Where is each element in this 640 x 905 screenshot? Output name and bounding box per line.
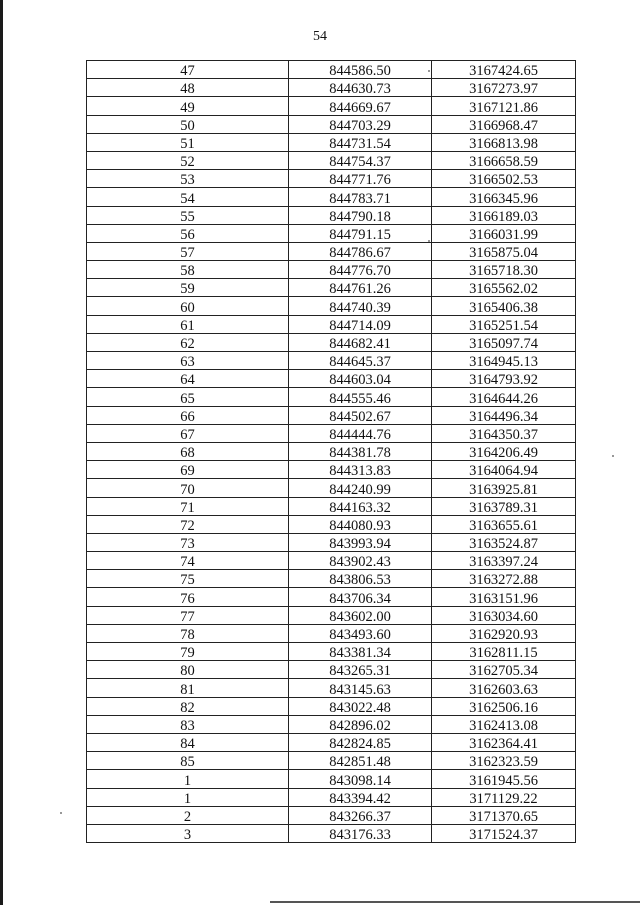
x-coordinate-cell: 843706.34 bbox=[289, 588, 432, 606]
point-number-cell: 55 bbox=[87, 206, 289, 224]
point-number-cell: 79 bbox=[87, 643, 289, 661]
x-coordinate-cell: 844603.04 bbox=[289, 370, 432, 388]
y-coordinate-cell: 3162413.08 bbox=[432, 715, 576, 733]
y-coordinate-cell: 3171524.37 bbox=[432, 824, 576, 842]
point-number-cell: 2 bbox=[87, 806, 289, 824]
point-number-cell: 80 bbox=[87, 661, 289, 679]
x-coordinate-cell: 844790.18 bbox=[289, 206, 432, 224]
table-row bbox=[87, 461, 576, 479]
y-coordinate-cell: 3166345.96 bbox=[432, 188, 576, 206]
table-row bbox=[87, 624, 576, 642]
table-row bbox=[87, 752, 576, 770]
table-row bbox=[87, 715, 576, 733]
point-number-cell: 63 bbox=[87, 352, 289, 370]
table-row bbox=[87, 606, 576, 624]
point-number-cell: 70 bbox=[87, 479, 289, 497]
table-row bbox=[87, 679, 576, 697]
y-coordinate-cell: 3166968.47 bbox=[432, 115, 576, 133]
x-coordinate-cell: 844771.76 bbox=[289, 170, 432, 188]
x-coordinate-cell: 844682.41 bbox=[289, 333, 432, 351]
table-row bbox=[87, 406, 576, 424]
y-coordinate-cell: 3163524.87 bbox=[432, 533, 576, 551]
x-coordinate-cell: 844669.67 bbox=[289, 97, 432, 115]
point-number-cell: 48 bbox=[87, 79, 289, 97]
y-coordinate-cell: 3165406.38 bbox=[432, 297, 576, 315]
y-coordinate-cell: 3163034.60 bbox=[432, 606, 576, 624]
y-coordinate-cell: 3165718.30 bbox=[432, 261, 576, 279]
point-number-cell: 50 bbox=[87, 115, 289, 133]
table-row bbox=[87, 151, 576, 169]
point-number-cell: 58 bbox=[87, 261, 289, 279]
y-coordinate-cell: 3164945.13 bbox=[432, 352, 576, 370]
point-number-cell: 82 bbox=[87, 697, 289, 715]
point-number-cell: 81 bbox=[87, 679, 289, 697]
y-coordinate-cell: 3171370.65 bbox=[432, 806, 576, 824]
x-coordinate-cell: 843176.33 bbox=[289, 824, 432, 842]
y-coordinate-cell: 3171129.22 bbox=[432, 788, 576, 806]
table-row bbox=[87, 497, 576, 515]
y-coordinate-cell: 3167273.97 bbox=[432, 79, 576, 97]
y-coordinate-cell: 3167121.86 bbox=[432, 97, 576, 115]
y-coordinate-cell: 3162506.16 bbox=[432, 697, 576, 715]
x-coordinate-cell: 842851.48 bbox=[289, 752, 432, 770]
y-coordinate-cell: 3162323.59 bbox=[432, 752, 576, 770]
table-row bbox=[87, 697, 576, 715]
point-number-cell: 71 bbox=[87, 497, 289, 515]
y-coordinate-cell: 3162920.93 bbox=[432, 624, 576, 642]
table-row bbox=[87, 242, 576, 260]
table-row bbox=[87, 370, 576, 388]
table-row bbox=[87, 115, 576, 133]
x-coordinate-cell: 844313.83 bbox=[289, 461, 432, 479]
table-row bbox=[87, 206, 576, 224]
point-number-cell: 53 bbox=[87, 170, 289, 188]
point-number-cell: 67 bbox=[87, 424, 289, 442]
y-coordinate-cell: 3163655.61 bbox=[432, 515, 576, 533]
y-coordinate-cell: 3165251.54 bbox=[432, 315, 576, 333]
table-row bbox=[87, 770, 576, 788]
point-number-cell: 54 bbox=[87, 188, 289, 206]
coordinates-table-body bbox=[87, 61, 576, 843]
y-coordinate-cell: 3166189.03 bbox=[432, 206, 576, 224]
y-coordinate-cell: 3166031.99 bbox=[432, 224, 576, 242]
y-coordinate-cell: 3161945.56 bbox=[432, 770, 576, 788]
point-number-cell: 1 bbox=[87, 770, 289, 788]
x-coordinate-cell: 843394.42 bbox=[289, 788, 432, 806]
x-coordinate-cell: 843806.53 bbox=[289, 570, 432, 588]
point-number-cell: 75 bbox=[87, 570, 289, 588]
y-coordinate-cell: 3166813.98 bbox=[432, 133, 576, 151]
scan-edge-left bbox=[0, 0, 3, 905]
table-row bbox=[87, 424, 576, 442]
x-coordinate-cell: 842896.02 bbox=[289, 715, 432, 733]
point-number-cell: 68 bbox=[87, 442, 289, 460]
x-coordinate-cell: 844163.32 bbox=[289, 497, 432, 515]
table-row bbox=[87, 97, 576, 115]
y-coordinate-cell: 3164350.37 bbox=[432, 424, 576, 442]
x-coordinate-cell: 844754.37 bbox=[289, 151, 432, 169]
table-row bbox=[87, 552, 576, 570]
x-coordinate-cell: 843098.14 bbox=[289, 770, 432, 788]
y-coordinate-cell: 3163151.96 bbox=[432, 588, 576, 606]
point-number-cell: 85 bbox=[87, 752, 289, 770]
point-number-cell: 72 bbox=[87, 515, 289, 533]
x-coordinate-cell: 843993.94 bbox=[289, 533, 432, 551]
table-row bbox=[87, 661, 576, 679]
x-coordinate-cell: 843493.60 bbox=[289, 624, 432, 642]
point-number-cell: 1 bbox=[87, 788, 289, 806]
x-coordinate-cell: 844381.78 bbox=[289, 442, 432, 460]
point-number-cell: 64 bbox=[87, 370, 289, 388]
x-coordinate-cell: 843266.37 bbox=[289, 806, 432, 824]
y-coordinate-cell: 3165875.04 bbox=[432, 242, 576, 260]
point-number-cell: 56 bbox=[87, 224, 289, 242]
y-coordinate-cell: 3164496.34 bbox=[432, 406, 576, 424]
x-coordinate-cell: 844586.50 bbox=[289, 61, 432, 79]
table-row bbox=[87, 279, 576, 297]
x-coordinate-cell: 844080.93 bbox=[289, 515, 432, 533]
page-number: 54 bbox=[313, 29, 327, 44]
y-coordinate-cell: 3163925.81 bbox=[432, 479, 576, 497]
point-number-cell: 49 bbox=[87, 97, 289, 115]
point-number-cell: 60 bbox=[87, 297, 289, 315]
x-coordinate-cell: 844502.67 bbox=[289, 406, 432, 424]
table-row bbox=[87, 588, 576, 606]
x-coordinate-cell: 843022.48 bbox=[289, 697, 432, 715]
point-number-cell: 78 bbox=[87, 624, 289, 642]
table-row bbox=[87, 533, 576, 551]
x-coordinate-cell: 844776.70 bbox=[289, 261, 432, 279]
x-coordinate-cell: 844703.29 bbox=[289, 115, 432, 133]
scan-speck bbox=[428, 70, 430, 72]
x-coordinate-cell: 844630.73 bbox=[289, 79, 432, 97]
scan-speck bbox=[428, 240, 430, 242]
table-row bbox=[87, 315, 576, 333]
scan-speck bbox=[612, 455, 614, 457]
x-coordinate-cell: 844714.09 bbox=[289, 315, 432, 333]
x-coordinate-cell: 843902.43 bbox=[289, 552, 432, 570]
table-row bbox=[87, 733, 576, 751]
table-row bbox=[87, 61, 576, 79]
table-row bbox=[87, 224, 576, 242]
point-number-cell: 83 bbox=[87, 715, 289, 733]
scan-edge-bottom bbox=[270, 901, 640, 903]
point-number-cell: 73 bbox=[87, 533, 289, 551]
y-coordinate-cell: 3165097.74 bbox=[432, 333, 576, 351]
x-coordinate-cell: 844731.54 bbox=[289, 133, 432, 151]
table-row bbox=[87, 352, 576, 370]
y-coordinate-cell: 3162705.34 bbox=[432, 661, 576, 679]
x-coordinate-cell: 844783.71 bbox=[289, 188, 432, 206]
x-coordinate-cell: 844444.76 bbox=[289, 424, 432, 442]
table-row bbox=[87, 297, 576, 315]
x-coordinate-cell: 843381.34 bbox=[289, 643, 432, 661]
table-row bbox=[87, 479, 576, 497]
table-row bbox=[87, 570, 576, 588]
x-coordinate-cell: 842824.85 bbox=[289, 733, 432, 751]
point-number-cell: 77 bbox=[87, 606, 289, 624]
y-coordinate-cell: 3165562.02 bbox=[432, 279, 576, 297]
y-coordinate-cell: 3163272.88 bbox=[432, 570, 576, 588]
table-row bbox=[87, 442, 576, 460]
y-coordinate-cell: 3162364.41 bbox=[432, 733, 576, 751]
point-number-cell: 52 bbox=[87, 151, 289, 169]
table-row bbox=[87, 788, 576, 806]
table-row bbox=[87, 643, 576, 661]
table-row bbox=[87, 824, 576, 842]
y-coordinate-cell: 3164064.94 bbox=[432, 461, 576, 479]
x-coordinate-cell: 843602.00 bbox=[289, 606, 432, 624]
y-coordinate-cell: 3166502.53 bbox=[432, 170, 576, 188]
x-coordinate-cell: 844240.99 bbox=[289, 479, 432, 497]
table-row bbox=[87, 261, 576, 279]
x-coordinate-cell: 844791.15 bbox=[289, 224, 432, 242]
point-number-cell: 59 bbox=[87, 279, 289, 297]
table-row bbox=[87, 170, 576, 188]
table-row bbox=[87, 188, 576, 206]
y-coordinate-cell: 3164644.26 bbox=[432, 388, 576, 406]
y-coordinate-cell: 3162811.15 bbox=[432, 643, 576, 661]
point-number-cell: 3 bbox=[87, 824, 289, 842]
y-coordinate-cell: 3164206.49 bbox=[432, 442, 576, 460]
table-row bbox=[87, 806, 576, 824]
x-coordinate-cell: 843145.63 bbox=[289, 679, 432, 697]
x-coordinate-cell: 844740.39 bbox=[289, 297, 432, 315]
y-coordinate-cell: 3163789.31 bbox=[432, 497, 576, 515]
point-number-cell: 61 bbox=[87, 315, 289, 333]
table-row bbox=[87, 333, 576, 351]
x-coordinate-cell: 844761.26 bbox=[289, 279, 432, 297]
table-row bbox=[87, 133, 576, 151]
point-number-cell: 62 bbox=[87, 333, 289, 351]
scan-speck bbox=[60, 812, 62, 814]
x-coordinate-cell: 844645.37 bbox=[289, 352, 432, 370]
point-number-cell: 84 bbox=[87, 733, 289, 751]
point-number-cell: 47 bbox=[87, 61, 289, 79]
point-number-cell: 65 bbox=[87, 388, 289, 406]
x-coordinate-cell: 844555.46 bbox=[289, 388, 432, 406]
point-number-cell: 66 bbox=[87, 406, 289, 424]
y-coordinate-cell: 3164793.92 bbox=[432, 370, 576, 388]
point-number-cell: 76 bbox=[87, 588, 289, 606]
x-coordinate-cell: 843265.31 bbox=[289, 661, 432, 679]
point-number-cell: 51 bbox=[87, 133, 289, 151]
table-row bbox=[87, 515, 576, 533]
y-coordinate-cell: 3166658.59 bbox=[432, 151, 576, 169]
x-coordinate-cell: 844786.67 bbox=[289, 242, 432, 260]
point-number-cell: 57 bbox=[87, 242, 289, 260]
y-coordinate-cell: 3167424.65 bbox=[432, 61, 576, 79]
table-row bbox=[87, 79, 576, 97]
y-coordinate-cell: 3163397.24 bbox=[432, 552, 576, 570]
y-coordinate-cell: 3162603.63 bbox=[432, 679, 576, 697]
point-number-cell: 69 bbox=[87, 461, 289, 479]
coordinates-table bbox=[86, 60, 576, 843]
point-number-cell: 74 bbox=[87, 552, 289, 570]
table-row bbox=[87, 388, 576, 406]
